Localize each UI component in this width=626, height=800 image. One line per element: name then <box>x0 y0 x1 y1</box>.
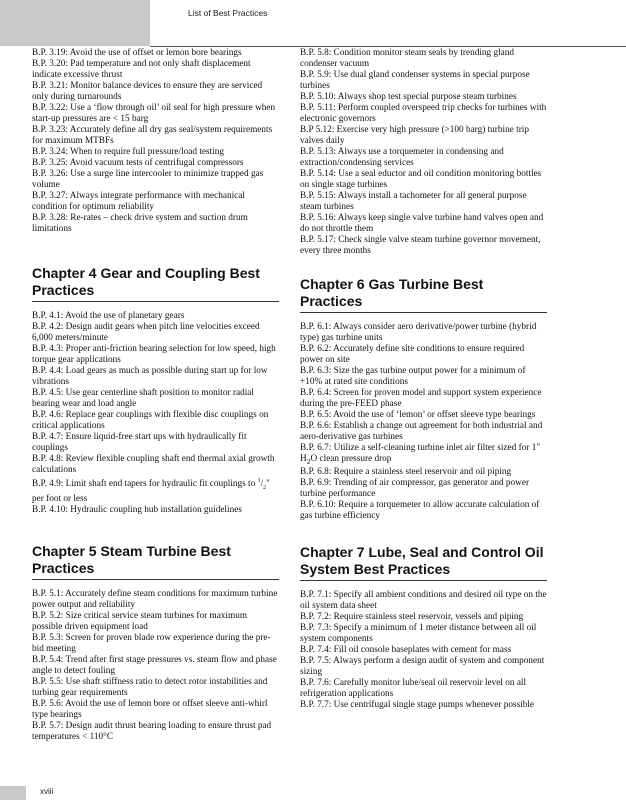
bp-5-12: B.P 5.12: Exercise very high pressure (>100 barg) turbine trip valves daily <box>300 125 529 146</box>
header-corner-tab <box>0 0 150 46</box>
running-header <box>150 0 626 46</box>
bp-4-6: B.P. 4.6: Replace gear couplings with flexible disc couplings on critical applications <box>32 410 269 431</box>
bp-4-1: B.P. 4.1: Avoid the use of planetary gears <box>32 311 185 321</box>
bp-6-2: B.P. 6.2: Accurately define site conditions to ensure required power on site <box>300 344 525 365</box>
bp-5-13: B.P. 5.13: Always use a torquemeter in condensing and extraction/condensing services <box>300 147 504 168</box>
bp-3-25: B.P. 3.25: Avoid vacuum tests of centrifugal compressors <box>32 158 244 168</box>
bp-6-3: B.P. 6.3: Size the gas turbine output power for a minimum of +10% at rated site conditions <box>300 366 526 387</box>
bp-3-20: B.P. 3.20: Pad temperature and not only shaft displacement indicate excessive thrust <box>32 59 251 80</box>
bp-6-7-text: B.P. 6.7: Utilize a self-cleaning turbine inlet air filter sized for 1" H <box>300 443 541 464</box>
bp-5-6: B.P. 5.6: Avoid the use of lemon bore or offset sleeve anti-whirl type bearings <box>32 698 268 720</box>
bp-7-6: B.P. 7.6: Carefully monitor lube/seal oil reservoir level on all refrigeration applications <box>300 677 527 699</box>
bp-3-28: B.P. 3.28: Re-rates – check drive system and suction drum limitations <box>32 213 248 234</box>
bp-5-14: B.P. 5.14: Use a seal eductor and oil condition monitoring bottles on single stage turbines <box>300 169 542 190</box>
bp-3-22: B.P. 3.22: Use a ‘flow through oil’ oil seal for high pressure when start-up pressures are < 15 barg <box>32 103 276 124</box>
bp-6-7 <box>300 443 547 467</box>
right-column <box>300 48 547 711</box>
running-header-title: List of Best Practices <box>188 8 268 18</box>
fraction-numerator: 1 <box>257 478 261 484</box>
bp-5-5: B.P. 5.5: Use shaft stiffness ratio to detect rotor instabilities and turbing gear requirements <box>32 676 268 698</box>
bp-4-8: B.P. 4.8: Review flexible coupling shaft end thermal axial growth calculations <box>32 454 275 475</box>
bp-5-3: B.P. 5.3: Screen for proven blade row experience during the pre-bid meeting <box>32 632 271 654</box>
bp-5-15: B.P. 5.15: Always install a tachometer for all general purpose steam turbines <box>300 191 527 212</box>
chapter-7-heading: Chapter 7 Lube, Seal and Control Oil System Best Practices <box>300 544 547 581</box>
subscript-2: 2 <box>306 456 311 466</box>
bp-6-10: B.P. 6.10: Require a torquemeter to allow accurate calculation of gas turbine efficiency <box>300 499 540 521</box>
left-column <box>32 48 279 743</box>
bp-6-9: B.P. 6.9: Trending of air compressor, gas generator and power turbine performance <box>300 477 530 499</box>
bp-3-27: B.P. 3.27: Always integrate performance with mechanical condition for optimum reliability <box>32 191 245 212</box>
bp-6-4: B.P. 6.4: Screen for proven model and support system experience during the pre-FEED phase <box>300 388 542 409</box>
bp-4-3: B.P. 4.3: Proper anti-friction bearing selection for low speed, high torque gear applications <box>32 344 276 365</box>
bp-5-11: B.P. 5.11: Perform coupled overspeed trip checks for turbines with electronic governors <box>300 103 547 124</box>
bp-5-4: B.P. 5.4: Trend after first stage pressures vs. steam flow and phase angle to detect fouling <box>32 654 277 676</box>
folio-tab <box>0 786 26 800</box>
bp-5-1: B.P. 5.1: Accurately define steam conditions for maximum turbine power output and reliability <box>32 588 278 610</box>
bp-4-7: B.P. 4.7: Ensure liquid-free start ups with hydraulically fit couplings <box>32 432 247 453</box>
bp-6-5: B.P. 6.5: Avoid the use of ‘lemon’ or offset sleeve type bearings <box>300 410 536 420</box>
bp-3-23: B.P. 3.23: Accurately define all dry gas seal/system requirements for maximum MTBFs <box>32 125 273 146</box>
bp-7-2: B.P. 7.2: Require stainless steel reservoir, vessels and piping <box>300 611 524 622</box>
bp-4-10: B.P. 4.10: Hydraulic coupling hub installation guidelines <box>32 504 242 515</box>
half-fraction: $^1/_2$ <box>257 478 267 491</box>
bp-7-4: B.P. 7.4: Fill oil console baseplates with cement for mass <box>300 644 512 655</box>
chapter-5-heading: Chapter 5 Steam Turbine Best Practices <box>32 543 279 580</box>
bp-4-9-text: B.P. 4.9: Limit shaft end tapers for hydraulic fit couplings to <box>32 479 258 490</box>
bp-6-8: B.P. 6.8: Require a stainless steel reservoir and oil piping <box>300 466 512 477</box>
bp-5-8: B.P. 5.8: Condition monitor steam seals by trending gland condenser vacuum <box>300 48 515 69</box>
bp-4-5: B.P. 4.5: Use gear centerline shaft position to monitor radial bearing wear and load angle <box>32 388 254 409</box>
bp-3-26: B.P. 3.26: Use a surge line intercooler to minimize trapped gas volume <box>32 169 264 190</box>
bp-7-5: B.P. 7.5: Always perform a design audit of system and component sizing <box>300 655 545 677</box>
bp-7-3: B.P. 7.3: Specify a minimum of 1 meter distance between all oil system components <box>300 622 537 644</box>
bp-6-1: B.P. 6.1: Always consider aero derivative/power turbine (hybrid type) gas turbine units <box>300 322 537 343</box>
bp-4-2: B.P. 4.2: Design audit gears when pitch line velocities exceed 6,000 meters/minute <box>32 322 260 343</box>
fraction-denominator: 2 <box>263 484 267 491</box>
bp-4-4: B.P. 4.4: Load gears as much as possible during start up for low vibrations <box>32 366 268 387</box>
bp-5-9: B.P. 5.9: Use dual gland condenser systems in special purpose turbines <box>300 70 530 91</box>
bp-6-6: B.P. 6.6: Establish a change out agreement for both industrial and aero-derivative gas turbines <box>300 421 543 442</box>
bp-7-7: B.P. 7.7: Use centrifugal single stage pumps whenever possible <box>300 699 535 710</box>
chapter-4-heading: Chapter 4 Gear and Coupling Best Practices <box>32 265 279 302</box>
bp-5-7: B.P. 5.7: Design audit thrust bearing loading to ensure thrust pad temperatures < 110°C <box>32 720 272 742</box>
bp-5-17: B.P. 5.17: Check single valve steam turbine governor movement, every three months <box>300 235 541 256</box>
bp-3-21: B.P. 3.21: Monitor balance devices to ensure they are serviced only during turnarounds <box>32 81 263 102</box>
bp-6-7-tail: O clean pressure drop <box>310 454 392 464</box>
bp-4-9-tail: " per foot or less <box>32 479 270 504</box>
bp-7-1: B.P. 7.1: Specify all ambient conditions and desired oil type on the oil system data sheet <box>300 589 547 611</box>
page-number: xviii <box>40 787 54 796</box>
chapter-6-heading: Chapter 6 Gas Turbine Best Practices <box>300 276 547 313</box>
bp-5-2: B.P. 5.2: Size critical service steam turbines for maximum possible driven equipment load <box>32 610 248 632</box>
bp-3-19: B.P. 3.19: Avoid the use of offset or lemon bore bearings <box>32 48 242 58</box>
bp-3-24: B.P. 3.24: When to require full pressure/load testing <box>32 147 224 157</box>
bp-5-10: B.P. 5.10: Always shop test special purpose steam turbines <box>300 92 517 102</box>
bp-5-16: B.P. 5.16: Always keep single valve turbine hand valves open and do not throttle them <box>300 213 544 234</box>
bp-4-9 <box>32 476 279 505</box>
header-rule <box>150 46 626 47</box>
